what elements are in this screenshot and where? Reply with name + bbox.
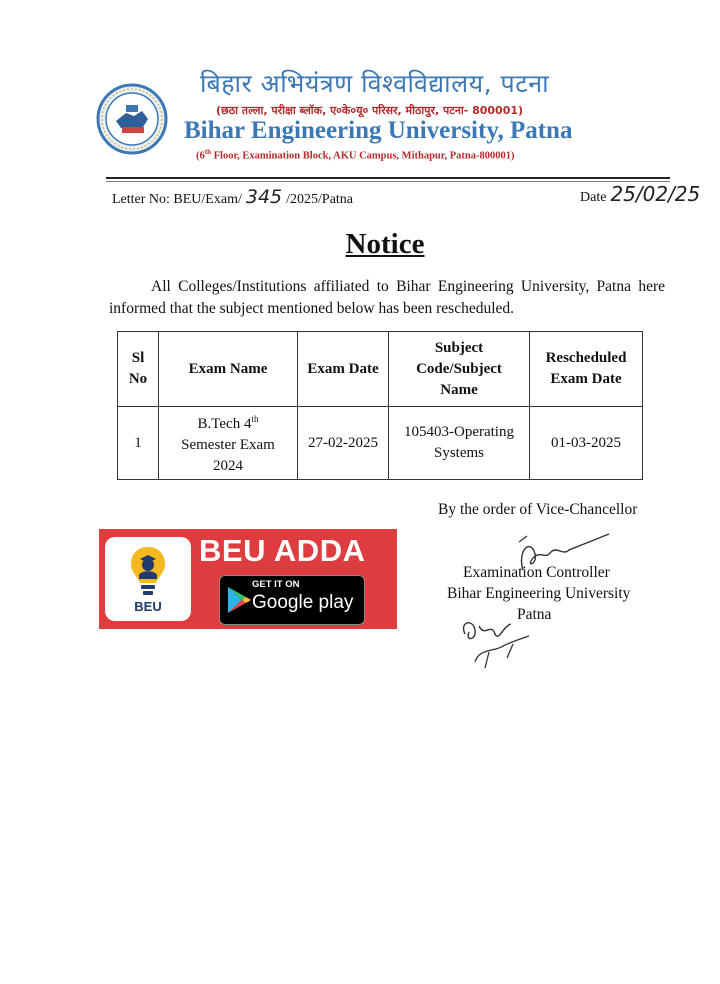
col-exam-name: Exam Name — [159, 332, 298, 407]
reschedule-table — [117, 331, 643, 480]
signatory-city: Patna — [517, 606, 552, 623]
app-icon — [105, 537, 191, 621]
col-subject: Subject Code/Subject Name — [389, 332, 530, 407]
google-play-badge[interactable] — [219, 575, 365, 625]
col-sl-no: Sl No — [118, 332, 159, 407]
cell-subject: 105403-Operating Systems — [389, 407, 530, 480]
university-name-english: Bihar Engineering University, Patna — [184, 117, 573, 144]
col-exam-date: Exam Date — [298, 332, 389, 407]
cell-rescheduled-date: 01-03-2025 — [530, 407, 643, 480]
lightbulb-icon — [129, 545, 167, 597]
signatory-university: Bihar Engineering University — [447, 585, 631, 602]
table-header-row — [118, 332, 643, 407]
university-address-hindi: (छठा तल्ला, परीक्षा ब्लॉक, ए०के०यू० परिसर, मीठापुर, पटना- 800001) — [216, 104, 524, 117]
app-name: BEU ADDA — [199, 533, 366, 568]
order-line: By the order of Vice-Chancellor — [438, 501, 638, 518]
date-handwritten: 25/02/25 — [610, 182, 701, 206]
cell-exam-date: 27-02-2025 — [298, 407, 389, 480]
notice-title: Notice — [345, 228, 425, 260]
cell-sl: 1 — [118, 407, 159, 480]
letter-date: Date 25/02/25 — [580, 182, 701, 206]
letter-number-handwritten: 345 — [245, 186, 283, 208]
university-name-hindi: बिहार अभियंत्रण विश्वविद्यालय, पटना — [200, 69, 550, 98]
signatory-designation: Examination Controller — [463, 564, 610, 581]
header-divider — [106, 177, 670, 179]
university-address-english: (6th Floor, Examination Block, AKU Campus, Mithapur, Patna-800001) — [196, 148, 515, 162]
store-caption: GET IT ON — [252, 579, 300, 590]
letter-number: Letter No: BEU/Exam/ 345 /2025/Patna — [112, 186, 354, 208]
notice-intro: All Colleges/Institutions affiliated to Bihar Engineering University, Patna here informed that the subject mentioned below has been rescheduled. — [109, 278, 665, 317]
store-name: Google play — [252, 592, 354, 613]
app-promo-banner[interactable] — [99, 529, 397, 629]
col-rescheduled-date: Rescheduled Exam Date — [530, 332, 643, 407]
table-row — [118, 407, 643, 480]
handwritten-initials — [455, 612, 555, 672]
app-icon-label: BEU — [134, 599, 162, 614]
cell-exam-name: B.Tech 4th Semester Exam 2024 — [159, 407, 298, 480]
google-play-icon — [226, 586, 252, 614]
university-logo — [96, 83, 168, 155]
